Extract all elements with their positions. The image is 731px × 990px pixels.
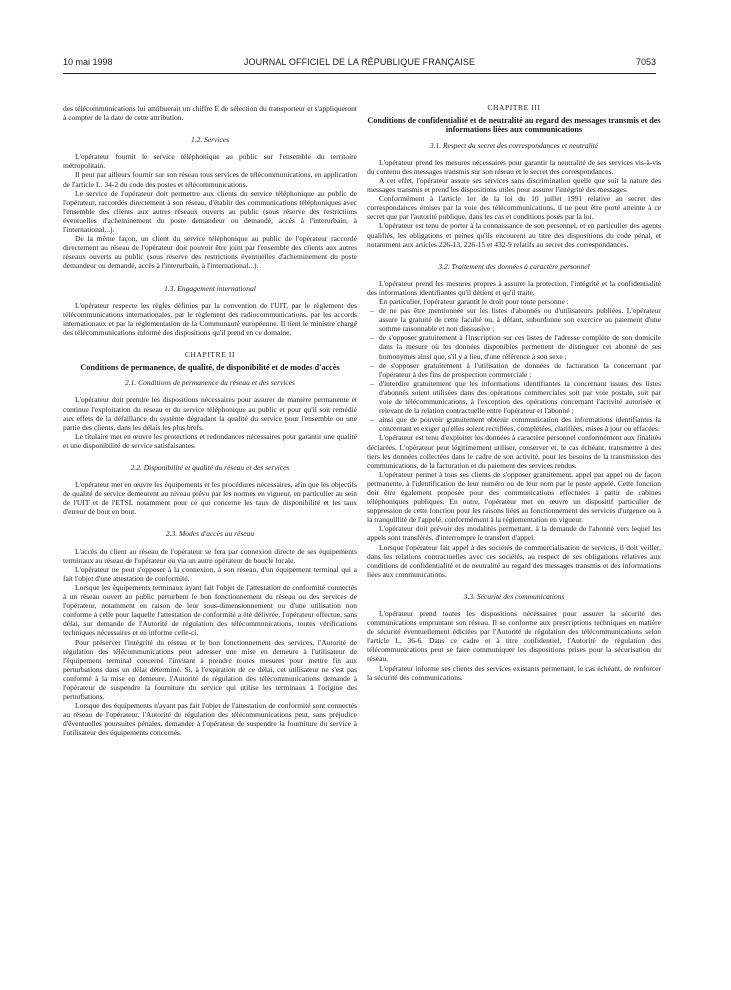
paragraph: L'opérateur ne peut s'opposer à la connexion, à son réseau, d'un équipement terminal qui a fait l'objet d'une attestation de conformité. xyxy=(63,564,357,583)
paragraph: L'opérateur prend toutes les dispositions nécessaires pour assurer la sécurité des communications empruntant son réseau. Il se conforme aux prescriptions techniques en matière de sécurité éventuellement édictées par l'Autorité de régulation des télécommunications selon l'article L. 36-6. Dans ce cadre et à titre confidentiel, l'Autorité de régulation des télécommunications peut se faire communiquer les dispositions prises pour la sécurisation du réseau. xyxy=(367,609,661,664)
list-item: – ainsi que de pouvoir gratuitement obtenir communication des informations identifiantes la concernant et exiger qu'elles soient rectifiées, complétées, clarifiées, mises à jour ou effacées. xyxy=(367,415,661,433)
paragraph: De la même façon, un client du service téléphonique au public de l'opérateur raccordé directement au réseau de l'opérateur doit pouvoir être joint par l'ensemble des clients aux autres réseaux ouverts au public (sous réserve des restrictions éventuelles d'acheminement du poste demandeur ou demandé, accès à l'interurbain, à l'international...). xyxy=(63,234,357,271)
section-heading-1-3: 1.3. Engagement international xyxy=(164,283,256,293)
left-column xyxy=(63,104,357,738)
chapter-label-3: CHAPITRE III xyxy=(487,103,541,112)
paragraph: Pour préserver l'intégrité du réseau et le bon fonctionnement des services, l'Autorité de régulation des télécommunications peut adresser une mise en demeure à l'utilisateur de l'équipement terminal concerné l'invitant à prendre toutes mesures pour mettre fin aux perturbations dans un délai déterminé. Si, à l'expiration de ce délai, cet utilisateur ne s'est pas conformé à la mise en demeure, l'Autorité de régulation des télécommunications demande à l'opérateur de suspendre la fourniture du service qui utilise les terminaux à l'origine des perturbations. xyxy=(63,637,357,702)
paragraph: L'opérateur informe ses clients des services existants permettant, le cas échéant, de renforcer la sécurité des communications. xyxy=(367,663,661,682)
list-item: – de s'opposer gratuitement à l'utilisation de données de facturation la concernant par l'opérateur à des fins de prospection commerciale ; xyxy=(367,361,661,379)
section-heading-2-2: 2.2. Disponibilité et qualité du réseau et des services xyxy=(130,463,290,473)
section-heading-2-3: 2.3. Modes d'accès au réseau xyxy=(165,529,255,539)
list-item: – de s'opposer gratuitement à l'inscription sur ces listes de l'adresse complète de son domicile dans la mesure où les données disponibles permettent de distinguer cet abonné de ses homonymes ainsi que, s'il y a lieu, d'une référence à son sexe ; xyxy=(367,333,661,360)
paragraph: L'opérateur fournit le service téléphonique au public sur l'ensemble du territoire métropolitain. xyxy=(63,152,357,171)
paragraph: Lorsque des équipements n'ayant pas fait l'objet de l'attestation de conformité sont connectés au réseau de l'opérateur, l'Autorité de régulation des télécommunications peut, sans préjudice d'éventuelles poursuites pénales, demander à l'opérateur de suspendre la fourniture du service à l'utilisateur des équipements concernés. xyxy=(63,701,357,738)
paragraph: L'accès du client au réseau de l'opérateur se fera par connexion directe de ses équipements terminaux au réseau de l'opérateur ou via un autre opérateur de boucle locale. xyxy=(63,546,357,565)
section-heading-2-1: 2.1. Conditions de permanence du réseau et des services xyxy=(125,378,295,388)
paragraph: L'opérateur permet à tous ses clients de s'opposer gratuitement, appel par appel ou de façon permanente, à l'identification de leur numéro ou de leur nom par le poste appelé. Cette fonction doit être également proposée pour des communications effectuées à partir de cabines téléphoniques publiques. En outre, l'opérateur met en œuvre un dispositif particulier de suppression de cette fonction pour les raisons liées au fonctionnement des services d'urgence ou à la tranquillité de l'appelé, conformément à la réglementation en vigueur. xyxy=(367,469,661,525)
paragraph: Le service de l'opérateur doit permettre aux clients du service téléphonique au public de l'opérateur, raccordés directement à son réseau, d'établir des communications téléphoniques avec l'ensemble des clients aux autres réseaux ouverts au public (sous réserve des restrictions éventuelles d'acheminement du poste demandeur ou demandé, accès à l'interurbain, à l'international...). xyxy=(63,188,357,235)
paragraph: A cet effet, l'opérateur assure ses services sans discrimination quelle que soit la nature des messages transmis et prend les dispositions utiles pour assurer l'intégrité des messages. xyxy=(367,175,661,195)
paragraph: L'opérateur est tenu d'exploiter les données à caractère personnel conformément aux finalités déclarées. L'opérateur peut légitimement utiliser, conserver et, le cas échéant, transmettre à des tiers les données collectées dans le cadre de son activité, pour les besoins de la transmission des communications, de la facturation et du paiement des services rendus. xyxy=(367,433,661,470)
right-column xyxy=(367,103,661,682)
header-page-number: 7053 xyxy=(635,57,656,67)
paragraph: Lorsque les équipements terminaux ayant fait l'objet de l'attestation de conformité connectés à un réseau ouvert au public perturbent le bon fonctionnement du réseau ou des services de l'opérateur, notamment en raison de leur sous-dimensionnement ou d'une utilisation non conforme à celle pour laquelle l'attestation de conformité a été délivrée, l'opérateur effectue, sans délai, sur demande de l'Autorité de régulation des télécommunications, toutes vérifications techniques nécessaires et en informe celle-ci. xyxy=(63,582,357,638)
section-heading-3-3: 3.3. Sécurité des communications xyxy=(463,591,565,601)
paragraph: Conformément à l'article 1er de la loi du 10 juillet 1991 relative au secret des correspondances émises par la voie des télécommunications, il ne peut être porté atteinte à ce secret que par l'autorité publique, dans les cas et conditions posés par la loi. xyxy=(367,194,661,222)
paragraph: Le titulaire met en œuvre les protections et redondances nécessaires pour garantir une qualité et une disponibilité de service satisfaisantes. xyxy=(63,431,357,450)
paragraph: L'opérateur doit prévoir des modalités permettant, à la demande de l'abonné vers lequel les appels sont transférés, d'interrompre le transfert d'appel. xyxy=(367,524,661,543)
rights-list xyxy=(367,306,661,433)
section-heading-1-2: 1.2. Services xyxy=(190,135,230,145)
section-heading-3-2: 3.2. Traitement des données à caractère personnel xyxy=(438,261,590,271)
paragraph: L'opérateur est tenu de porter à la connaissance de son personnel, et en particulier des agents qualifiés, les obligations et peines qu'ils encourent au titre des dispositions du code pénal, et notamment aux articles 226-13, 226-15 et 432-9 relatifs au secret des correspondances. xyxy=(367,221,661,249)
header-journal-title: JOURNAL OFFICIEL DE LA RÉPUBLIQUE FRANÇAISE xyxy=(243,57,476,67)
paragraph: L'opérateur met en œuvre les équipements et les procédures nécessaires, afin que les objectifs de qualité de service demeurent au niveau prévu par les normes en vigueur, en particulier au sein de l'UIT et de l'ETSI, notamment pour ce qui concerne les taux de disponibilité et les taux d'erreur de bout en bout. xyxy=(63,480,357,517)
paragraph: L'opérateur respecte les règles définies par la convention de l'UIT, par le règlement des télécommunications internationales, par le règlement des radiocommunications, par les accords internationaux et par la réglementation de la Communauté européenne. Il tient le ministre chargé des télécommunications informé des dispositions qu'il prend en ce domaine. xyxy=(63,300,357,337)
list-item: – de ne pas être mentionnée sur les listes d'abonnés ou d'utilisateurs publiées. L'opérateur assure la gratuité de cette faculté ou, à défaut, subordonne son exercice au paiement d'une somme raisonnable et non dissuasive ; xyxy=(367,306,661,333)
paragraph: L'opérateur prend les mesures nécessaires pour garantir la neutralité de ses services vis-à-vis du contenu des messages transmis sur son réseau et le secret des correspondances. xyxy=(367,157,661,176)
paragraph: L'opérateur doit prendre les dispositions nécessaires pour assurer de manière permanente et continue l'exploitation du réseau et du service téléphonique au public et pour qu'il soit remédié aux effets de la défaillance du système dégradant la qualité du service pour l'ensemble ou une partie des clients, dans les délais les plus brefs. xyxy=(63,395,357,432)
page-header xyxy=(63,57,656,74)
chapter-title-2: Conditions de permanence, de qualité, de disponibilité et de modes d'accès xyxy=(80,363,340,373)
paragraph: Lorsque l'opérateur fait appel à des sociétés de commercialisation de services, il doit veiller, dans les relations contractuelles avec ces sociétés, au respect de ses obligations relatives aux conditions de confidentialité et de neutralité au regard des messages transmis et des informations liées aux communications. xyxy=(367,542,661,579)
header-date: 10 mai 1998 xyxy=(63,57,113,67)
paragraph: L'opérateur prend les mesures propres à assurer la protection, l'intégrité et la confidentialité des informations identifiantes qu'il détient et qu'il traite. xyxy=(367,278,661,297)
paragraph: des télécommunications lui attribuerait un chiffre E de sélection du transporteur et s'appliqueront à compter de la date de cette attribution. xyxy=(63,104,357,123)
paragraph: En particulier, l'opérateur garantit le droit pour toute personne : xyxy=(379,297,569,306)
chapter-title-3: Conditions de confidentialité et de neutralité au regard des messages transmis et des informations liées aux communications xyxy=(367,116,661,135)
section-heading-3-1: 3.1. Respect du secret des correspondances et neutralité xyxy=(429,140,599,150)
list-item: – d'interdire gratuitement que les informations identifiantes la concernant issues des listes d'abonnés soient utilisées dans des opérations commerciales soit par voie postale, soit par voie de télécommunications, à l'exception des opérations concernant l'activité autorisée et relevant de la relation contractuelle entre l'opérateur et l'abonné ; xyxy=(367,379,661,415)
paragraph: Il peut par ailleurs fournir sur son réseau tous services de télécommunications, en application de l'article L. 34-2 du code des postes et télécommunications. xyxy=(63,170,357,189)
chapter-label-2: CHAPITRE II xyxy=(184,349,236,359)
